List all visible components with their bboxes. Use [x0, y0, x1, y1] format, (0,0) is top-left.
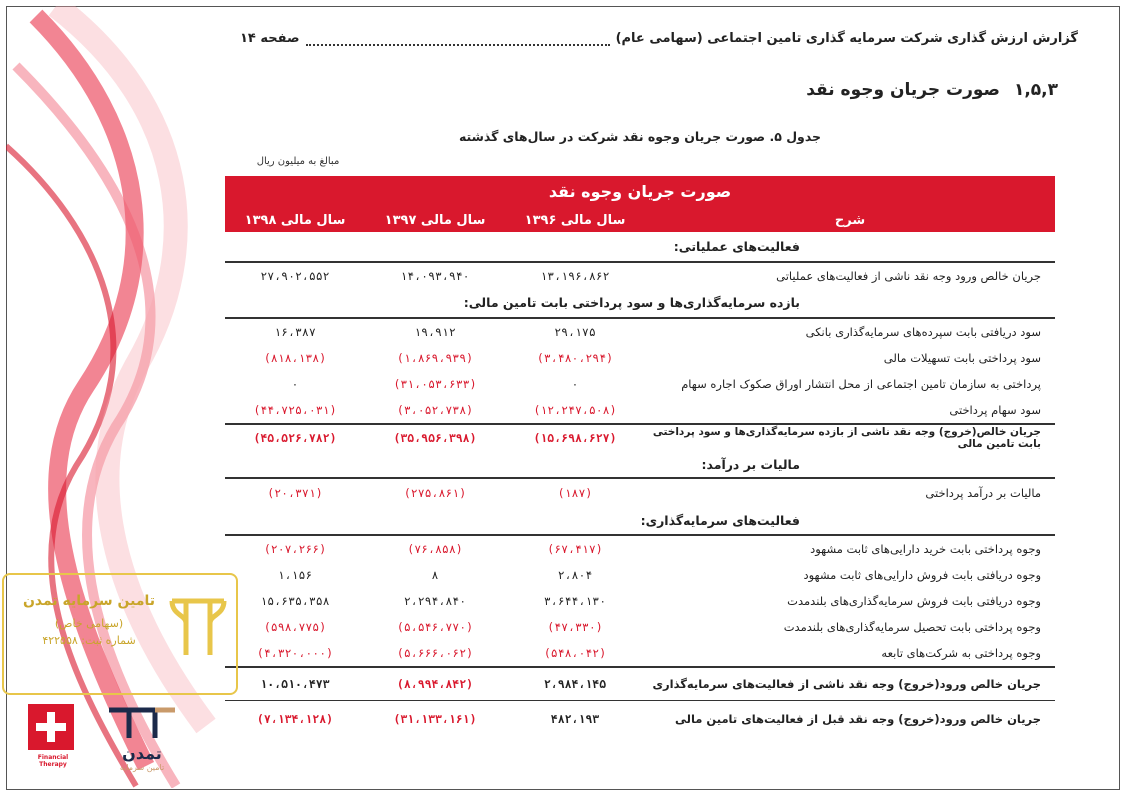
report-title: گزارش ارزش گذاری شرکت سرمایه گذاری تامین اجتماعی (سهامی عام) [615, 30, 1078, 46]
table-row [225, 640, 1055, 666]
table-row-total [225, 701, 1055, 737]
value-1396: (۶۷،۴۱۷) [547, 542, 603, 556]
value-1396: (۱۸۷) [557, 485, 593, 500]
value-1396: ۲۹،۱۷۵ [554, 325, 596, 339]
value-1396: (۱۲،۲۴۷،۵۰۸) [533, 403, 617, 417]
value-1397: ۸ [431, 568, 439, 582]
section-number: ۱,۵,۳ [1013, 80, 1058, 100]
section-label: فعالیت‌های عملیاتی: [673, 239, 800, 254]
value-1397: (۵،۵۴۶،۷۷۰) [396, 620, 474, 634]
row-label: جریان خالص(خروج) وجه نقد ناشی از بازده سرمایه‌گذاری‌ها و سود پرداختی بابت تامین مالی [652, 426, 1041, 450]
table-title: صورت جریان وجوه نقد [548, 182, 732, 201]
stamp-text [14, 593, 164, 647]
col-desc: شرح [834, 213, 866, 228]
value-1396: (۱۵،۶۹۸،۶۲۷) [533, 431, 617, 445]
value-1397: ۱۹،۹۱۲ [414, 325, 456, 339]
value-1396: ۴۸۲،۱۹۳ [550, 712, 600, 726]
value-1396: ۱۳،۱۹۶،۸۶۲ [540, 268, 610, 283]
row-label: جریان خالص ورود وجه نقد ناشی از فعالیت‌های عملیاتی [776, 268, 1041, 283]
table-row [225, 397, 1055, 423]
value-1396: (۵۴۸،۰۴۲) [543, 646, 607, 660]
brand2-text: تمدن [122, 744, 162, 763]
col-1398: سال مالی ۱۳۹۸ [244, 213, 346, 228]
row-label: وجوه پرداختی بابت تحصیل سرمایه‌گذاری‌های بلندمدت [783, 620, 1041, 634]
section-row-returns [225, 288, 1055, 317]
value-1397: (۳۱،۱۳۳،۱۶۱) [393, 712, 477, 726]
company-stamp [2, 573, 238, 695]
table-row [225, 562, 1055, 588]
value-1398: ۱۶،۳۸۷ [274, 325, 316, 339]
value-1398: (۷،۱۳۴،۱۲۸) [256, 712, 334, 726]
value-1397: (۵،۶۶۶،۰۶۲) [396, 646, 474, 660]
table-row-total [225, 425, 1055, 451]
table-row [225, 319, 1055, 345]
red-cross-icon [28, 704, 74, 750]
section-label: فعالیت‌های سرمایه‌گذاری: [640, 512, 800, 528]
value-1396: ۳،۶۴۴،۱۳۰ [543, 594, 607, 608]
section-heading [806, 80, 1058, 100]
section-label: مالیات بر درآمد: [701, 456, 800, 472]
stamp-line2: (سهامی خاص) [54, 617, 124, 630]
tamadon-logo-icon [107, 706, 177, 740]
value-1396: (۳،۴۸۰،۲۹۴) [536, 351, 614, 365]
row-label: وجوه پرداختی به شرکت‌های تابعه [881, 646, 1041, 660]
row-label: مالیات بر درآمد پرداختی [925, 485, 1041, 500]
value-1398: ۲۷،۹۰۲،۵۵۲ [260, 268, 330, 283]
value-1397: (۱،۸۶۹،۹۳۹) [396, 351, 474, 365]
table-row [225, 536, 1055, 562]
value-1398: ۱،۱۵۶ [277, 568, 313, 582]
brand1-text: Financial Therapy [37, 754, 69, 768]
stamp-line3: شماره ثبت: ۴۲۲۵۵۸ [42, 634, 136, 647]
value-1397: (۲۷۵،۸۶۱) [403, 485, 467, 500]
table-row [225, 614, 1055, 640]
cashflow-table [225, 176, 1055, 737]
table-row [225, 479, 1055, 506]
row-label: جریان خالص ورود(خروج) وجه نقد قبل از فعالیت‌های تامین مالی [675, 712, 1041, 726]
row-label: سود دریافتی بابت سپرده‌های سرمایه‌گذاری بانکی [805, 325, 1041, 339]
stamp-line1: تامین سرمایه تمدن [22, 593, 156, 609]
value-1398: (۴،۳۲۰،۰۰۰) [256, 646, 334, 660]
value-1398: ۱۵،۶۳۵،۳۵۸ [260, 594, 330, 608]
value-1396: ۲،۸۰۴ [557, 568, 593, 582]
value-1398: (۴۵،۵۲۶،۷۸۲) [253, 431, 337, 445]
value-1398: (۲۰۷،۲۶۶) [263, 542, 327, 556]
row-label: وجوه دریافتی بابت فروش سرمایه‌گذاری‌های بلندمدت [787, 594, 1041, 608]
brand2-subtext: تامین سرمایه [119, 763, 165, 772]
value-1396: ۰ [571, 377, 579, 391]
table-header [225, 176, 1055, 232]
value-1398: (۲۰،۳۷۱) [267, 485, 323, 500]
value-1398: (۵۹۸،۷۷۵) [263, 620, 327, 634]
value-1396: ۲،۹۸۴،۱۴۵ [543, 677, 607, 691]
table-row [225, 371, 1055, 397]
page-header [240, 28, 1078, 48]
table-row [225, 588, 1055, 614]
value-1397: (۳،۰۵۲،۷۳۸) [396, 403, 474, 417]
value-1398: (۸۱۸،۱۳۸) [263, 351, 327, 365]
section-row-operating [225, 232, 1055, 261]
tamadon-brand-logo [102, 706, 182, 772]
table-row-total [225, 668, 1055, 700]
table-row [225, 345, 1055, 371]
column-headers [225, 213, 1055, 228]
value-1398: ۰ [291, 377, 299, 391]
table-row [225, 263, 1055, 288]
row-label: سود سهام پرداختی [949, 403, 1041, 417]
col-1397: سال مالی ۱۳۹۷ [384, 213, 486, 228]
section-title: صورت جریان وجوه نقد [806, 80, 1000, 100]
row-label: سود پرداختی بابت تسهیلات مالی [883, 351, 1041, 365]
section-row-investing [225, 506, 1055, 534]
value-1397: (۸،۹۹۴،۸۴۲) [396, 677, 474, 691]
value-1397: ۲،۲۹۴،۸۴۰ [403, 594, 467, 608]
section-label: بازده سرمایه‌گذاری‌ها و سود پرداختی بابت تامین مالی: [463, 295, 800, 310]
value-1398: (۴۴،۷۲۵،۰۳۱) [253, 403, 337, 417]
row-label: پرداختی به سازمان تامین اجتماعی از محل انتشار اوراق صکوک اجاره سهام [681, 377, 1041, 391]
value-1396: (۴۷،۳۳۰) [547, 620, 603, 634]
tamadon-logo-icon [168, 593, 228, 663]
value-1397: (۳۵،۹۵۶،۳۹۸) [393, 431, 477, 445]
value-1397: (۳۱،۰۵۳،۶۳۳) [393, 377, 477, 391]
financial-therapy-logo [28, 704, 78, 768]
dotted-leader [306, 34, 610, 46]
table-caption: جدول ۵. صورت جریان وجوه نقد شرکت در سال‌های گذشته [458, 129, 822, 144]
row-label: وجوه دریافتی بابت فروش دارایی‌های ثابت مشهود [803, 568, 1041, 582]
page-number: صفحه ۱۴ [240, 30, 300, 46]
unit-note: مبالغ به میلیون ریال [256, 156, 340, 167]
row-label: جریان خالص ورود(خروج) وجه نقد ناشی از فعالیت‌های سرمایه‌گذاری [652, 677, 1041, 691]
value-1397: ۱۴،۰۹۳،۹۴۰ [400, 268, 470, 283]
section-row-tax [225, 451, 1055, 477]
col-1396: سال مالی ۱۳۹۶ [524, 213, 626, 228]
value-1398: ۱۰،۵۱۰،۴۷۳ [260, 677, 330, 691]
value-1397: (۷۶،۸۵۸) [407, 542, 463, 556]
row-label: وجوه پرداختی بابت خرید دارایی‌های ثابت مشهود [810, 542, 1041, 556]
